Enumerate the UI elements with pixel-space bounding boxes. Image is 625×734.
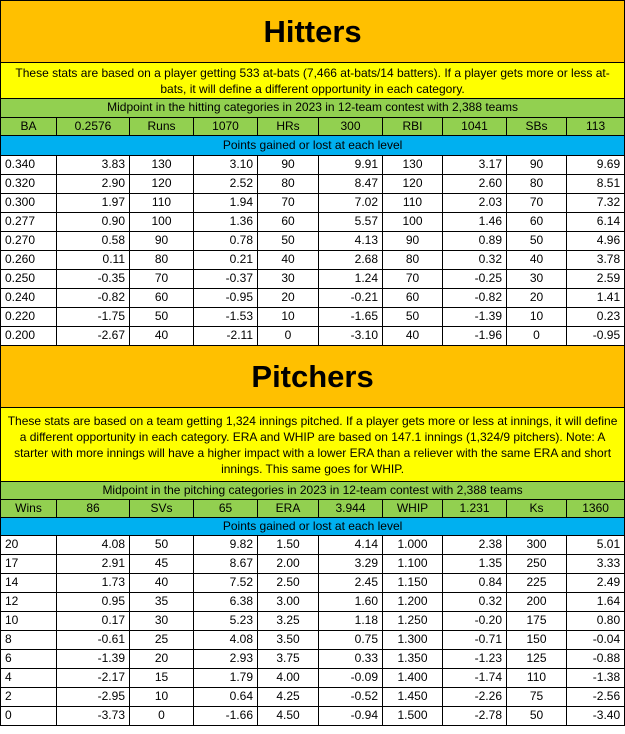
table-cell[interactable]: 7.32 bbox=[567, 194, 625, 213]
table-row bbox=[1, 612, 625, 631]
table-row bbox=[1, 289, 625, 308]
table-cell[interactable]: 2 bbox=[1, 688, 57, 707]
header-cell: 113 bbox=[567, 118, 625, 136]
table-cell[interactable]: -1.75 bbox=[57, 308, 130, 327]
table-cell[interactable]: 20 bbox=[507, 289, 567, 308]
table-cell[interactable]: 2.49 bbox=[567, 574, 625, 593]
header-cell: RBI bbox=[383, 118, 443, 136]
table-cell[interactable]: 35 bbox=[130, 593, 194, 612]
table-cell[interactable]: -0.71 bbox=[443, 631, 507, 650]
table-cell[interactable]: 3.17 bbox=[443, 156, 507, 175]
table-cell[interactable]: 0.32 bbox=[443, 251, 507, 270]
table-cell[interactable]: -0.37 bbox=[194, 270, 258, 289]
table-cell[interactable]: 1.73 bbox=[57, 574, 130, 593]
table-cell[interactable]: 110 bbox=[507, 669, 567, 688]
table-cell[interactable]: 0.58 bbox=[57, 232, 130, 251]
table-cell[interactable]: 110 bbox=[130, 194, 194, 213]
pitchers-title: Pitchers bbox=[1, 346, 625, 408]
table-cell[interactable]: 0.270 bbox=[1, 232, 57, 251]
table-cell[interactable]: -0.82 bbox=[443, 289, 507, 308]
header-cell: 3.944 bbox=[319, 500, 383, 518]
table-cell[interactable]: 50 bbox=[383, 308, 443, 327]
table-cell[interactable]: 7.52 bbox=[194, 574, 258, 593]
table-cell[interactable]: 2.38 bbox=[443, 536, 507, 555]
table-cell[interactable]: 20 bbox=[130, 650, 194, 669]
table-cell[interactable]: 0 bbox=[507, 327, 567, 346]
table-cell[interactable]: 40 bbox=[507, 251, 567, 270]
header-cell: 0.2576 bbox=[57, 118, 130, 136]
table-cell[interactable]: 1.64 bbox=[567, 593, 625, 612]
table-cell[interactable]: -1.38 bbox=[567, 669, 625, 688]
table-cell[interactable]: 2.90 bbox=[57, 175, 130, 194]
header-cell: Wins bbox=[1, 500, 57, 518]
table-cell[interactable]: 0 bbox=[130, 707, 194, 726]
table-cell[interactable]: 7.02 bbox=[319, 194, 383, 213]
table-cell[interactable]: 90 bbox=[507, 156, 567, 175]
table-cell[interactable]: 0.277 bbox=[1, 213, 57, 232]
table-cell[interactable]: 2.00 bbox=[258, 555, 319, 574]
table-cell[interactable]: -2.56 bbox=[567, 688, 625, 707]
table-cell[interactable]: 1.400 bbox=[383, 669, 443, 688]
table-cell[interactable]: 9.82 bbox=[194, 536, 258, 555]
table-row bbox=[1, 536, 625, 555]
table-cell[interactable]: 100 bbox=[130, 213, 194, 232]
table-cell[interactable]: 2.59 bbox=[567, 270, 625, 289]
table-cell[interactable]: 3.50 bbox=[258, 631, 319, 650]
table-cell[interactable]: 90 bbox=[258, 156, 319, 175]
table-cell[interactable]: 3.78 bbox=[567, 251, 625, 270]
table-cell[interactable]: 40 bbox=[383, 327, 443, 346]
hitters-note: These stats are based on a player getting 533 at-bats (7,466 at-bats/14 batters). If a player gets more or less at-bats, it will define a different opportunity in each category. bbox=[1, 63, 625, 99]
table-cell[interactable]: 1.41 bbox=[567, 289, 625, 308]
table-cell[interactable]: -3.10 bbox=[319, 327, 383, 346]
table-cell[interactable]: 150 bbox=[507, 631, 567, 650]
table-cell[interactable]: 0.84 bbox=[443, 574, 507, 593]
pitchers-section bbox=[1, 346, 625, 726]
pitchers-note: These stats are based on a team getting 1,324 innings pitched. If a player gets more or less at innings, it will define a different opportunity in each category. ERA and WHIP are based on 147.1 innings (1,324/9 pitchers). Note: A starter with more innings will have a higher impact with a lower ERA than a reliever with the same ERA and short innings. This same goes for WHIP. bbox=[1, 408, 625, 482]
table-cell[interactable]: 6 bbox=[1, 650, 57, 669]
header-cell: 1.231 bbox=[443, 500, 507, 518]
table-cell[interactable]: 0.89 bbox=[443, 232, 507, 251]
table-cell[interactable]: 4.14 bbox=[319, 536, 383, 555]
table-row bbox=[1, 156, 625, 175]
table-cell[interactable]: 60 bbox=[383, 289, 443, 308]
table-cell[interactable]: 70 bbox=[130, 270, 194, 289]
table-cell[interactable]: -2.67 bbox=[57, 327, 130, 346]
pitchers-midpoint-label: Midpoint in the pitching categories in 2023 in 12-team contest with 2,388 teams bbox=[1, 482, 625, 500]
table-cell[interactable]: 1.350 bbox=[383, 650, 443, 669]
table-cell[interactable]: -0.09 bbox=[319, 669, 383, 688]
header-cell: 300 bbox=[319, 118, 383, 136]
table-cell[interactable]: 0.340 bbox=[1, 156, 57, 175]
table-cell[interactable]: -0.94 bbox=[319, 707, 383, 726]
table-row bbox=[1, 308, 625, 327]
table-cell[interactable]: 60 bbox=[130, 289, 194, 308]
table-row bbox=[1, 631, 625, 650]
table-cell[interactable]: -1.53 bbox=[194, 308, 258, 327]
hitters-section bbox=[1, 1, 625, 346]
table-cell[interactable]: 3.75 bbox=[258, 650, 319, 669]
table-cell[interactable]: 0 bbox=[258, 327, 319, 346]
table-row bbox=[1, 251, 625, 270]
table-cell[interactable]: 4.00 bbox=[258, 669, 319, 688]
table-cell[interactable]: 0.78 bbox=[194, 232, 258, 251]
table-cell[interactable]: 0.300 bbox=[1, 194, 57, 213]
table-cell[interactable]: -2.95 bbox=[57, 688, 130, 707]
table-cell[interactable]: 0.250 bbox=[1, 270, 57, 289]
table-cell[interactable]: 1.500 bbox=[383, 707, 443, 726]
table-cell[interactable]: 20 bbox=[258, 289, 319, 308]
table-cell[interactable]: 4.25 bbox=[258, 688, 319, 707]
table-cell[interactable]: 0.260 bbox=[1, 251, 57, 270]
table-cell[interactable]: 40 bbox=[130, 327, 194, 346]
table-cell[interactable]: -2.17 bbox=[57, 669, 130, 688]
pitchers-header-row bbox=[1, 500, 625, 518]
table-cell[interactable]: -0.52 bbox=[319, 688, 383, 707]
table-cell[interactable]: 0.75 bbox=[319, 631, 383, 650]
table-cell[interactable]: 0.17 bbox=[57, 612, 130, 631]
table-cell[interactable]: 4 bbox=[1, 669, 57, 688]
table-cell[interactable]: 0.23 bbox=[567, 308, 625, 327]
table-cell[interactable]: -0.88 bbox=[567, 650, 625, 669]
table-cell[interactable]: 2.60 bbox=[443, 175, 507, 194]
table-row bbox=[1, 194, 625, 213]
table-cell[interactable]: 1.300 bbox=[383, 631, 443, 650]
table-cell[interactable]: -1.23 bbox=[443, 650, 507, 669]
table-cell[interactable]: 8.51 bbox=[567, 175, 625, 194]
table-cell[interactable]: 20 bbox=[1, 536, 57, 555]
table-cell[interactable]: -0.61 bbox=[57, 631, 130, 650]
table-row bbox=[1, 574, 625, 593]
header-cell: Ks bbox=[507, 500, 567, 518]
table-cell[interactable]: 2.68 bbox=[319, 251, 383, 270]
table-row bbox=[1, 175, 625, 194]
table-cell[interactable]: 8 bbox=[1, 631, 57, 650]
table-row bbox=[1, 270, 625, 289]
table-cell[interactable]: 4.96 bbox=[567, 232, 625, 251]
table-cell[interactable]: 8.67 bbox=[194, 555, 258, 574]
header-cell: ERA bbox=[258, 500, 319, 518]
table-row bbox=[1, 593, 625, 612]
table-cell[interactable]: 1.000 bbox=[383, 536, 443, 555]
table-cell[interactable]: 50 bbox=[130, 308, 194, 327]
table-cell[interactable]: 4.08 bbox=[57, 536, 130, 555]
table-cell[interactable]: 10 bbox=[1, 612, 57, 631]
table-cell[interactable]: 50 bbox=[130, 536, 194, 555]
table-cell[interactable]: -3.73 bbox=[57, 707, 130, 726]
pitchers-points-label: Points gained or lost at each level bbox=[1, 518, 625, 536]
table-cell[interactable]: 80 bbox=[130, 251, 194, 270]
hitters-header-row bbox=[1, 118, 625, 136]
header-cell: 65 bbox=[194, 500, 258, 518]
table-cell[interactable]: 110 bbox=[383, 194, 443, 213]
table-cell[interactable]: 50 bbox=[507, 707, 567, 726]
table-cell[interactable]: -0.82 bbox=[57, 289, 130, 308]
table-cell[interactable]: 50 bbox=[258, 232, 319, 251]
table-cell[interactable]: -1.39 bbox=[57, 650, 130, 669]
table-cell[interactable]: 1.35 bbox=[443, 555, 507, 574]
table-cell[interactable]: -0.21 bbox=[319, 289, 383, 308]
table-row bbox=[1, 669, 625, 688]
table-cell[interactable]: 80 bbox=[258, 175, 319, 194]
table-cell[interactable]: 70 bbox=[258, 194, 319, 213]
table-cell[interactable]: 250 bbox=[507, 555, 567, 574]
table-cell[interactable]: 2.45 bbox=[319, 574, 383, 593]
table-row bbox=[1, 213, 625, 232]
table-cell[interactable]: 0.32 bbox=[443, 593, 507, 612]
table-cell[interactable]: 0.320 bbox=[1, 175, 57, 194]
table-row bbox=[1, 650, 625, 669]
table-cell[interactable]: 80 bbox=[383, 251, 443, 270]
table-cell[interactable]: 6.38 bbox=[194, 593, 258, 612]
table-cell[interactable]: 10 bbox=[130, 688, 194, 707]
table-cell[interactable]: 100 bbox=[383, 213, 443, 232]
table-cell[interactable]: 10 bbox=[507, 308, 567, 327]
table-cell[interactable]: 125 bbox=[507, 650, 567, 669]
table-cell[interactable]: 200 bbox=[507, 593, 567, 612]
table-cell[interactable]: 5.01 bbox=[567, 536, 625, 555]
table-cell[interactable]: -0.20 bbox=[443, 612, 507, 631]
table-cell[interactable]: 1.50 bbox=[258, 536, 319, 555]
table-cell[interactable]: 1.46 bbox=[443, 213, 507, 232]
table-cell[interactable]: 60 bbox=[507, 213, 567, 232]
table-cell[interactable]: 0.33 bbox=[319, 650, 383, 669]
table-cell[interactable]: -0.35 bbox=[57, 270, 130, 289]
table-cell[interactable]: 4.50 bbox=[258, 707, 319, 726]
table-cell[interactable]: 1.36 bbox=[194, 213, 258, 232]
table-cell[interactable]: 60 bbox=[258, 213, 319, 232]
hitters-midpoint-label: Midpoint in the hitting categories in 2023 in 12-team contest with 2,388 teams bbox=[1, 99, 625, 118]
table-cell[interactable]: 3.00 bbox=[258, 593, 319, 612]
table-cell[interactable]: 0.11 bbox=[57, 251, 130, 270]
table-cell[interactable]: 0.240 bbox=[1, 289, 57, 308]
table-cell[interactable]: 130 bbox=[130, 156, 194, 175]
table-cell[interactable]: 40 bbox=[258, 251, 319, 270]
table-cell[interactable]: 50 bbox=[507, 232, 567, 251]
table-cell[interactable]: 90 bbox=[383, 232, 443, 251]
table-cell[interactable]: 2.50 bbox=[258, 574, 319, 593]
table-cell[interactable]: 6.14 bbox=[567, 213, 625, 232]
table-row bbox=[1, 707, 625, 726]
table-cell[interactable]: 9.69 bbox=[567, 156, 625, 175]
table-cell[interactable]: -1.65 bbox=[319, 308, 383, 327]
table-cell[interactable]: -2.78 bbox=[443, 707, 507, 726]
table-row bbox=[1, 327, 625, 346]
table-cell[interactable]: 1.250 bbox=[383, 612, 443, 631]
header-cell: Runs bbox=[130, 118, 194, 136]
table-cell[interactable]: 1.18 bbox=[319, 612, 383, 631]
table-cell[interactable]: -0.04 bbox=[567, 631, 625, 650]
table-cell[interactable]: 8.47 bbox=[319, 175, 383, 194]
table-cell[interactable]: -1.66 bbox=[194, 707, 258, 726]
table-cell[interactable]: 45 bbox=[130, 555, 194, 574]
table-cell[interactable]: 1.450 bbox=[383, 688, 443, 707]
table-cell[interactable]: 80 bbox=[507, 175, 567, 194]
table-cell[interactable]: 30 bbox=[258, 270, 319, 289]
table-row bbox=[1, 232, 625, 251]
table-cell[interactable]: 0.64 bbox=[194, 688, 258, 707]
table-cell[interactable]: 0.200 bbox=[1, 327, 57, 346]
table-cell[interactable]: -1.74 bbox=[443, 669, 507, 688]
header-cell: 1041 bbox=[443, 118, 507, 136]
table-cell[interactable]: 1.60 bbox=[319, 593, 383, 612]
table-cell[interactable]: 2.03 bbox=[443, 194, 507, 213]
table-cell[interactable]: 0.80 bbox=[567, 612, 625, 631]
header-cell: WHIP bbox=[383, 500, 443, 518]
table-cell[interactable]: -2.11 bbox=[194, 327, 258, 346]
table-cell[interactable]: -3.40 bbox=[567, 707, 625, 726]
table-cell[interactable]: 9.91 bbox=[319, 156, 383, 175]
table-cell[interactable]: 5.23 bbox=[194, 612, 258, 631]
table-cell[interactable]: 75 bbox=[507, 688, 567, 707]
table-cell[interactable]: 3.25 bbox=[258, 612, 319, 631]
table-cell[interactable]: 2.52 bbox=[194, 175, 258, 194]
table-cell[interactable]: 2.91 bbox=[57, 555, 130, 574]
hitters-title: Hitters bbox=[1, 1, 625, 63]
table-cell[interactable]: 4.13 bbox=[319, 232, 383, 251]
table-cell[interactable]: 90 bbox=[130, 232, 194, 251]
table-cell[interactable]: -1.39 bbox=[443, 308, 507, 327]
table-cell[interactable]: 120 bbox=[383, 175, 443, 194]
table-cell[interactable]: 17 bbox=[1, 555, 57, 574]
table-cell[interactable]: 70 bbox=[383, 270, 443, 289]
table-cell[interactable]: -0.95 bbox=[567, 327, 625, 346]
table-cell[interactable]: 70 bbox=[507, 194, 567, 213]
table-cell[interactable]: 0.21 bbox=[194, 251, 258, 270]
hitters-points-label: Points gained or lost at each level bbox=[1, 136, 625, 156]
header-cell: 1070 bbox=[194, 118, 258, 136]
header-cell: SVs bbox=[130, 500, 194, 518]
table-cell[interactable]: 12 bbox=[1, 593, 57, 612]
header-cell: 1360 bbox=[567, 500, 625, 518]
table-cell[interactable]: -0.25 bbox=[443, 270, 507, 289]
table-cell[interactable]: 25 bbox=[130, 631, 194, 650]
table-cell[interactable]: 30 bbox=[130, 612, 194, 631]
table-cell[interactable]: 5.57 bbox=[319, 213, 383, 232]
table-cell[interactable]: 3.33 bbox=[567, 555, 625, 574]
table-cell[interactable]: 130 bbox=[383, 156, 443, 175]
table-cell[interactable]: 175 bbox=[507, 612, 567, 631]
table-cell[interactable]: 1.24 bbox=[319, 270, 383, 289]
header-cell: SBs bbox=[507, 118, 567, 136]
table-cell[interactable]: -2.26 bbox=[443, 688, 507, 707]
table-cell[interactable]: -1.96 bbox=[443, 327, 507, 346]
table-cell[interactable]: 3.10 bbox=[194, 156, 258, 175]
table-cell[interactable]: 1.79 bbox=[194, 669, 258, 688]
table-cell[interactable]: 14 bbox=[1, 574, 57, 593]
table-cell[interactable]: 4.08 bbox=[194, 631, 258, 650]
table-row bbox=[1, 555, 625, 574]
table-cell[interactable]: -0.95 bbox=[194, 289, 258, 308]
table-cell[interactable]: 1.97 bbox=[57, 194, 130, 213]
table-cell[interactable]: 1.150 bbox=[383, 574, 443, 593]
table-cell[interactable]: 3.83 bbox=[57, 156, 130, 175]
table-cell[interactable]: 1.200 bbox=[383, 593, 443, 612]
table-row bbox=[1, 688, 625, 707]
table-cell[interactable]: 0.90 bbox=[57, 213, 130, 232]
table-cell[interactable]: 15 bbox=[130, 669, 194, 688]
table-cell[interactable]: 120 bbox=[130, 175, 194, 194]
table-cell[interactable]: 300 bbox=[507, 536, 567, 555]
table-cell[interactable]: 1.94 bbox=[194, 194, 258, 213]
table-cell[interactable]: 40 bbox=[130, 574, 194, 593]
header-cell: 86 bbox=[57, 500, 130, 518]
table-cell[interactable]: 2.93 bbox=[194, 650, 258, 669]
table-cell[interactable]: 0.95 bbox=[57, 593, 130, 612]
table-cell[interactable]: 225 bbox=[507, 574, 567, 593]
table-cell[interactable]: 30 bbox=[507, 270, 567, 289]
table-cell[interactable]: 0.220 bbox=[1, 308, 57, 327]
header-cell: HRs bbox=[258, 118, 319, 136]
header-cell: BA bbox=[1, 118, 57, 136]
table-cell[interactable]: 10 bbox=[258, 308, 319, 327]
table-cell[interactable]: 0 bbox=[1, 707, 57, 726]
table-cell[interactable]: 3.29 bbox=[319, 555, 383, 574]
table-cell[interactable]: 1.100 bbox=[383, 555, 443, 574]
